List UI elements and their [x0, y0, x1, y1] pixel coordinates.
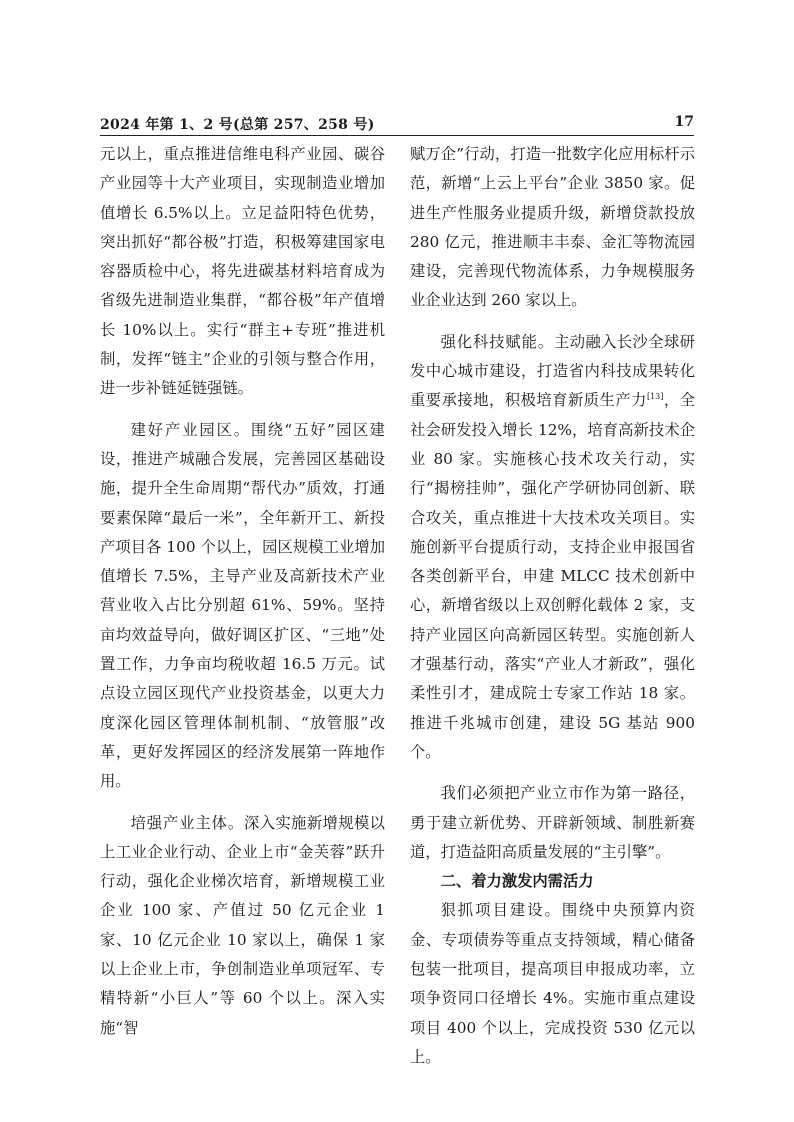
- paragraph: [100, 416, 385, 797]
- paragraph-lead: 建好产业园区。: [130, 420, 252, 439]
- issue-info: 2024 年第 1、2 号(总第 257、258 号): [100, 117, 375, 133]
- paragraph: 元以上，重点推进信维电科产业园、碳谷产业园等十大产业项目，实现制造业增加值增长 6.5%以上。立足益阳特色优势，突出抓好“都谷极”打造，积极筹建国家电容器质检中心，将先进碳基材料培育成为省级先进制造业集群，“都谷极”年产值增长 10%以上。实行“群主+专班”推进机制，发挥“链主”企业的引领与整合作用，进一步补链延链强链。: [100, 145, 385, 398]
- paragraph-text: 围绕中央预算内资金、专项债券等重点支持领域，精心储备包装一批项目，提高项目申报成功率，立项争资同口径增长 4%。实施市重点建设项目 400 个以上，完成投资 530 亿元以上。: [410, 901, 695, 1066]
- right-column: [410, 140, 695, 1072]
- paragraph: [410, 896, 695, 1072]
- paragraph-lead: 狠抓项目建设。: [440, 901, 562, 920]
- paragraph: [410, 328, 695, 767]
- paragraph-text: ，全社会研发投入增长 12%，培育高新技术企业 80 家。实施核心技术攻关行动，实行“揭榜挂帅”，强化产学研协同创新、联合攻关，重点推进十大技术攻关项目。实施创新平台提质行动，支持企业申报国省各类创新平台，申建 MLCC 技术创新中心，新增省级以上双创孵化载体 2 家，支持产业园区向高新园区转型。实施创新人才强基行动，落实“产业人才新政”，强化柔性引才，建成院士专家工作站 18 家。推进千兆城市创建，建设 5G 基站 900 个。: [410, 391, 695, 761]
- left-column: [100, 140, 385, 1043]
- paragraph: 赋万企”行动，打造一批数字化应用标杆示范，新增“上云上平台”企业 3850 家。促进生产性服务业提质升级，新增贷款投放 280 亿元，推进顺丰丰泰、金汇等物流园建设，完善现代物流体系，力争规模服务业企业达到 260 家以上。: [410, 145, 695, 310]
- paragraph: 我们必须把产业立市作为第一路径，勇于建立新优势、开辟新领域、制胜新赛道，打造益阳高质量发展的“主引擎”。: [410, 784, 695, 861]
- citation-ref: [13]: [646, 392, 664, 402]
- section-heading: 二、着力激发内需活力: [440, 872, 594, 891]
- paragraph-text: 围绕“五好”园区建设，推进产城融合发展，完善园区基础设施，提升全生命周期“帮代办”质效，打通要素保障“最后一米”，全年新开工、新投产项目各 100 个以上，园区规模工业增加值增长 7.5%，主导产业及高新技术产业营业收入占比分别超 61%、59%。坚持亩均效益导向，做好调区扩区、“三地”处置工作，力争亩均税收超 16.5 万元。试点设立园区现代产业投资基金，以更大力度深化园区管理体制机制、“放管服”改革，更好发挥园区的经济发展第一阵地作用。: [100, 420, 385, 791]
- page-number: 17: [674, 114, 694, 130]
- paragraph-lead: 培强产业主体。: [130, 813, 245, 832]
- paragraph: [100, 809, 385, 1043]
- page-header: [100, 113, 694, 136]
- paragraph-text: 主动融入长沙全球研发中心城市建设，打造省内科技成果转化重要承接地，积极培育新质生产力: [410, 332, 695, 410]
- paragraph-lead: 强化科技赋能。: [440, 332, 555, 351]
- paragraph-text: 深入实施新增规模以上工业企业行动、企业上市“金芙蓉”跃升行动，强化企业梯次培育，新增规模工业企业 100 家、产值过 50 亿元企业 1 家、10 亿元企业 10 家以上，确保 1 家以上企业上市，争创制造业单项冠军、专精特新“小巨人”等 60 个以上。深入实施“智: [100, 813, 385, 1037]
